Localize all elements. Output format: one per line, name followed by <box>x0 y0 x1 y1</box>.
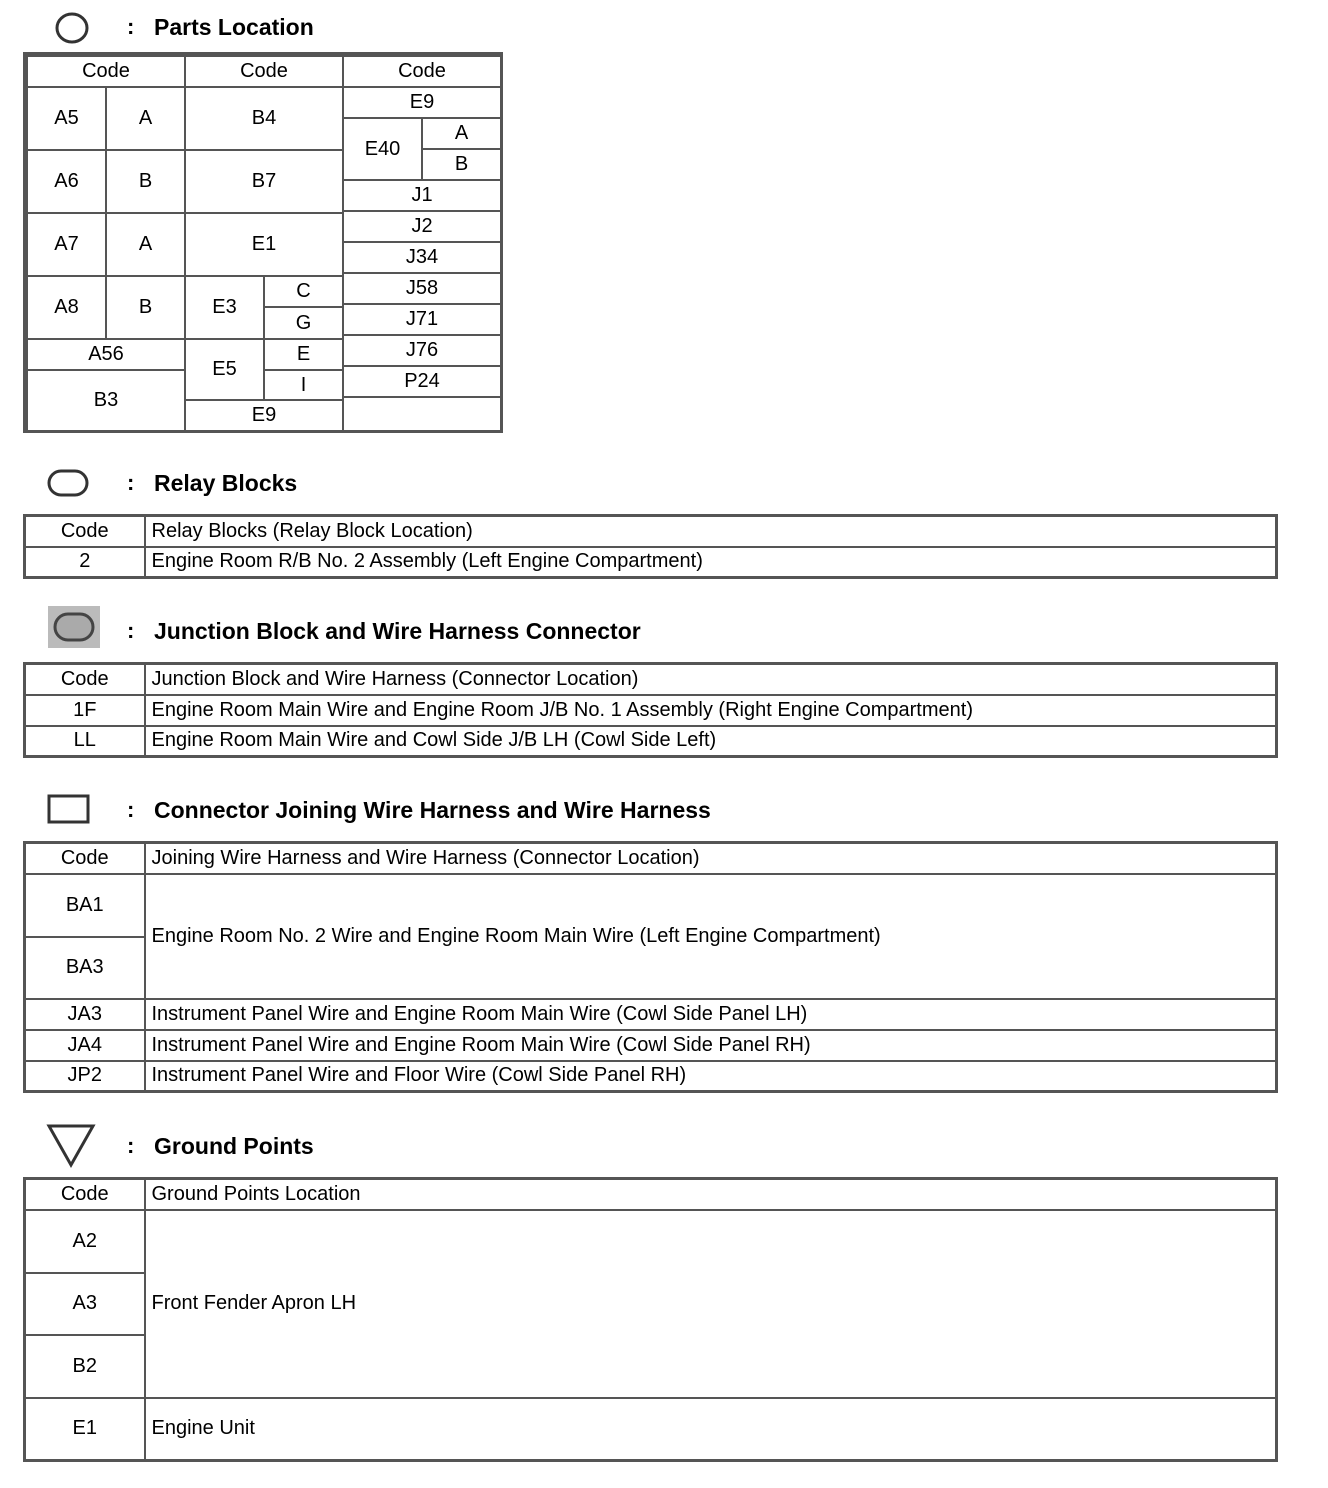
relay-blocks-header <box>0 463 900 503</box>
location-header: Junction Block and Wire Harness (Connector Location) <box>145 664 1277 695</box>
code-cell: JA3 <box>25 999 145 1030</box>
code-cell: E5 <box>185 339 264 400</box>
code-cell: E40 <box>343 118 422 180</box>
shaded-rounded-rectangle-icon <box>46 604 104 652</box>
code-cell: A7 <box>27 213 106 276</box>
table-row <box>25 695 1277 726</box>
location-cell: Instrument Panel Wire and Floor Wire (Cowl Side Panel RH) <box>145 1061 1277 1092</box>
code-header: Code <box>25 516 145 547</box>
location-header: Joining Wire Harness and Wire Harness (Connector Location) <box>145 843 1277 874</box>
code-cell: E9 <box>185 400 343 431</box>
section-colon: : <box>127 14 135 39</box>
junction-block-header <box>0 610 900 650</box>
code-cell: BA1 <box>25 874 145 937</box>
triangle-down-icon <box>46 1123 98 1169</box>
code-cell: A6 <box>27 150 106 213</box>
code-cell: E9 <box>343 87 501 118</box>
table-row <box>25 1210 1277 1273</box>
code-cell: J71 <box>343 304 501 335</box>
code-header: Code <box>185 56 343 87</box>
code-header: Code <box>25 843 145 874</box>
table-row <box>25 1398 1277 1461</box>
code-cell: A56 <box>27 339 185 370</box>
section-title: Junction Block and Wire Harness Connector <box>154 618 641 644</box>
empty-cell <box>343 397 501 431</box>
location-header: Ground Points Location <box>145 1179 1277 1210</box>
code-cell: J1 <box>343 180 501 211</box>
code-cell: A8 <box>27 276 106 339</box>
sub-code-cell: I <box>264 370 343 400</box>
code-header: Code <box>25 1179 145 1210</box>
location-cell: Instrument Panel Wire and Engine Room Main Wire (Cowl Side Panel LH) <box>145 999 1277 1030</box>
rectangle-icon <box>46 793 92 825</box>
connector-joining-table <box>23 841 1278 1093</box>
sub-code-cell: A <box>106 87 185 150</box>
code-cell: J76 <box>343 335 501 366</box>
code-cell: P24 <box>343 366 501 397</box>
sub-code-cell: A <box>422 118 501 149</box>
location-cell: Engine Room No. 2 Wire and Engine Room Main Wire (Left Engine Compartment) <box>145 874 1277 999</box>
table-row <box>25 726 1277 757</box>
parts-col-2 <box>184 55 344 432</box>
table-row <box>25 874 1277 937</box>
circle-icon <box>52 10 92 46</box>
ground-points-header <box>0 1125 900 1165</box>
code-cell: JA4 <box>25 1030 145 1061</box>
code-cell: LL <box>25 726 145 757</box>
sub-code-cell: A <box>106 213 185 276</box>
code-header: Code <box>25 664 145 695</box>
location-cell: Engine Room Main Wire and Cowl Side J/B LH (Cowl Side Left) <box>145 726 1277 757</box>
ground-points-table <box>23 1177 1278 1462</box>
location-cell: Front Fender Apron LH <box>145 1210 1277 1398</box>
code-cell: J34 <box>343 242 501 273</box>
code-cell: A5 <box>27 87 106 150</box>
location-header: Relay Blocks (Relay Block Location) <box>145 516 1277 547</box>
code-cell: BA3 <box>25 937 145 999</box>
sub-code-cell: B <box>106 150 185 213</box>
location-cell: Engine Unit <box>145 1398 1277 1461</box>
junction-block-table <box>23 662 1278 758</box>
section-colon: : <box>127 1133 135 1158</box>
parts-col-1 <box>26 55 186 432</box>
table-row <box>25 1030 1277 1061</box>
code-cell: B3 <box>27 370 185 431</box>
code-cell: E3 <box>185 276 264 339</box>
location-cell: Instrument Panel Wire and Engine Room Main Wire (Cowl Side Panel RH) <box>145 1030 1277 1061</box>
code-cell: B2 <box>25 1335 145 1398</box>
sub-code-cell: B <box>106 276 185 339</box>
sub-code-cell: C <box>264 276 343 307</box>
code-header: Code <box>27 56 185 87</box>
table-row <box>25 547 1277 578</box>
section-title: Relay Blocks <box>154 470 298 496</box>
code-cell: A2 <box>25 1210 145 1273</box>
code-cell: E1 <box>25 1398 145 1461</box>
section-colon: : <box>127 470 135 495</box>
code-cell: E1 <box>185 213 343 276</box>
sub-code-cell: E <box>264 339 343 370</box>
code-cell: 2 <box>25 547 145 578</box>
code-header: Code <box>343 56 501 87</box>
code-cell: JP2 <box>25 1061 145 1092</box>
connector-joining-header <box>0 789 900 829</box>
code-cell: B4 <box>185 87 343 150</box>
parts-col-3 <box>342 55 502 432</box>
section-title: Parts Location <box>154 14 314 40</box>
code-cell: B7 <box>185 150 343 213</box>
sub-code-cell: B <box>422 149 501 180</box>
rounded-rectangle-icon <box>46 467 90 499</box>
relay-blocks-table <box>23 514 1278 579</box>
section-title: Ground Points <box>154 1133 314 1159</box>
section-colon: : <box>127 618 135 643</box>
location-cell: Engine Room R/B No. 2 Assembly (Left Engine Compartment) <box>145 547 1277 578</box>
parts-location-header <box>0 8 900 48</box>
section-colon: : <box>127 797 135 822</box>
code-cell: A3 <box>25 1273 145 1335</box>
table-row <box>25 1061 1277 1092</box>
code-cell: 1F <box>25 695 145 726</box>
code-cell: J2 <box>343 211 501 242</box>
table-row <box>25 999 1277 1030</box>
parts-location-table <box>23 52 503 433</box>
location-cell: Engine Room Main Wire and Engine Room J/B No. 1 Assembly (Right Engine Compartment) <box>145 695 1277 726</box>
section-title: Connector Joining Wire Harness and Wire Harness <box>154 797 711 823</box>
code-cell: J58 <box>343 273 501 304</box>
sub-code-cell: G <box>264 307 343 339</box>
